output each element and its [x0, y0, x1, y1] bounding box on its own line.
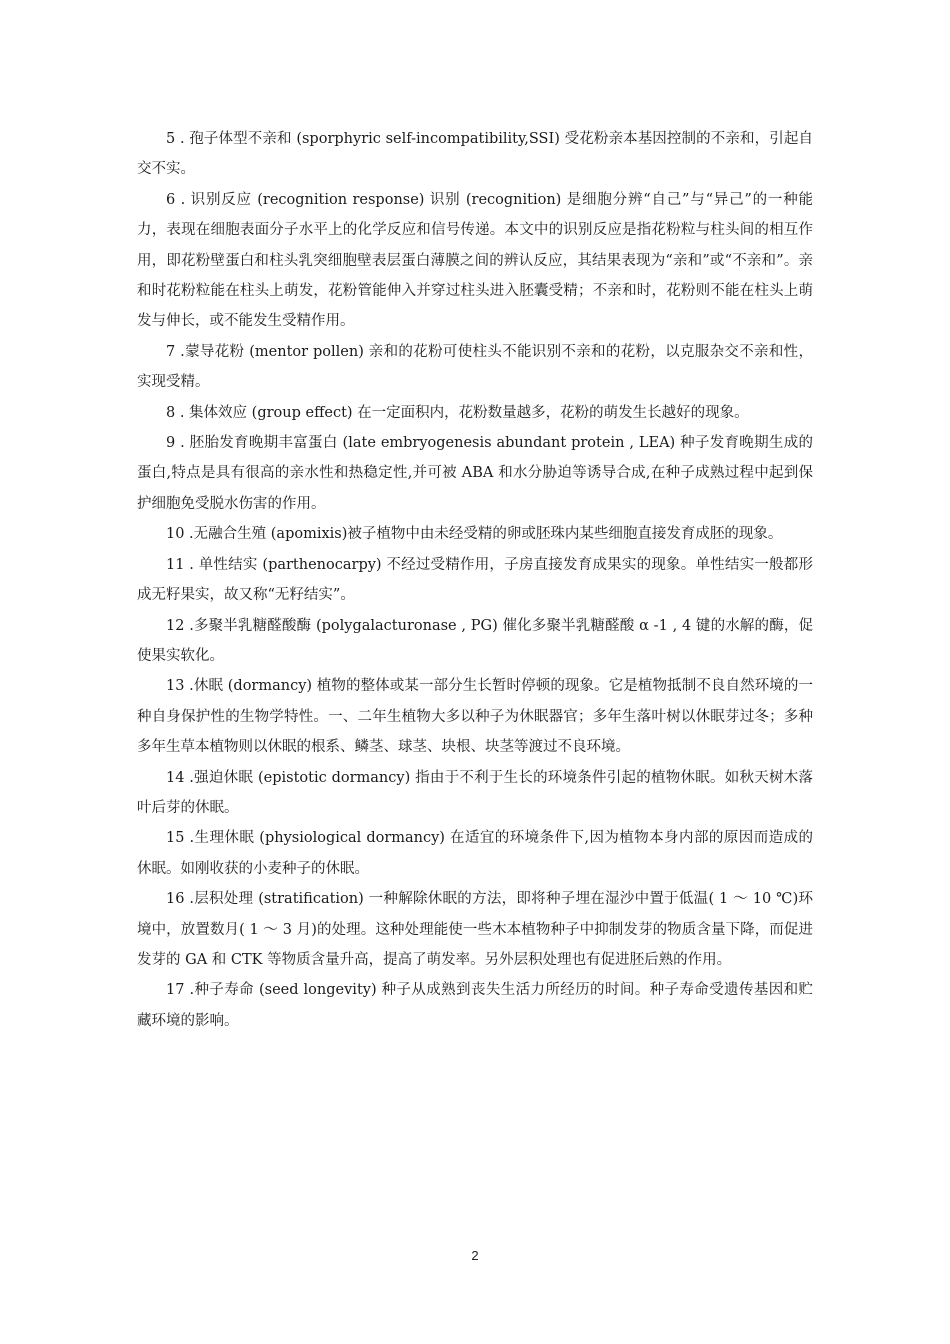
- document-body: [137, 124, 813, 1036]
- glossary-entry-9: 9 . 胚胎发育晚期丰富蛋白 (late embryogenesis abundant protein , LEA) 种子发育晚期生成的蛋白,特点是具有很高的亲水性和热稳定性,并可被 ABA 和水分胁迫等诱导合成,在种子成熟过程中起到保护细胞免受脱水伤害的作用。: [137, 435, 813, 512]
- glossary-entry-16: 16 .层积处理 (stratification) 一种解除休眠的方法，即将种子埋在湿沙中置于低温( 1 ～ 10 ℃)环境中，放置数月( 1 ～ 3 月)的处理。这种处理能使一些木本植物种子中抑制发芽的物质含量下降，而促进发芽的 GA 和 CTK 等物质含量升高，提高了萌发率。另外层积处理也有促进胚后熟的作用。: [137, 891, 813, 968]
- glossary-entry-15: 15 .生理休眠 (physiological dormancy) 在适宜的环境条件下,因为植物本身内部的原因而造成的休眠。如刚收获的小麦种子的休眠。: [137, 830, 813, 877]
- glossary-entry-11: 11 . 单性结实 (parthenocarpy) 不经过受精作用，子房直接发育成果实的现象。单性结实一般都形成无籽果实，故又称“无籽结实”。: [137, 556, 813, 604]
- glossary-entry-10: 10 .无融合生殖 (apomixis)被子植物中由未经受精的卵或胚珠内某些细胞直接发育成胚的现象。: [166, 526, 783, 543]
- glossary-entry-6: 6 . 识别反应 (recognition response) 识别 (recognition) 是细胞分辨“自己”与“异己”的一种能力，表现在细胞表面分子水平上的化学反应和信号传递。本文中的识别反应是指花粉粒与柱头间的相互作用，即花粉壁蛋白和柱头乳突细胞壁表层蛋白薄膜之间的辨认反应，其结果表现为“亲和”或“不亲和”。亲和时花粉粒能在柱头上萌发，花粉管能伸入并穿过柱头进入胚囊受精；不亲和时，花粉则不能在柱头上萌发与伸长，或不能发生受精作用。: [137, 191, 813, 330]
- glossary-entry-5: 5 . 孢子体型不亲和 (sporphyric self-incompatibility,SSI) 受花粉亲本基因控制的不亲和，引起自交不实。: [137, 131, 813, 178]
- glossary-entry-7: 7 .蒙导花粉 (mentor pollen) 亲和的花粉可使柱头不能识别不亲和的花粉，以克服杂交不亲和性，实现受精。: [137, 343, 813, 391]
- glossary-entry-8: 8 . 集体效应 (group effect) 在一定面积内，花粉数量越多，花粉的萌发生长越好的现象。: [166, 404, 749, 421]
- page-number: 2: [471, 1248, 479, 1263]
- glossary-entry-12: 12 .多聚半乳糖醛酸酶 (polygalacturonase , PG) 催化多聚半乳糖醛酸 α -1 , 4 键的水解的酶，促使果实软化。: [137, 617, 813, 664]
- glossary-entry-13: 13 .休眠 (dormancy) 植物的整体或某一部分生长暂时停顿的现象。它是植物抵制不良自然环境的一种自身保护性的生物学特性。一、二年生植物大多以种子为休眠器官；多年生落叶树以休眠芽过冬；多种多年生草本植物则以休眠的根系、鳞茎、球茎、块根、块茎等渡过不良环境。: [137, 678, 813, 756]
- glossary-entry-17: 17 .种子寿命 (seed longevity) 种子从成熟到丧失生活力所经历的时间。种子寿命受遗传基因和贮藏环境的影响。: [137, 982, 813, 1029]
- glossary-entry-14: 14 .强迫休眠 (epistotic dormancy) 指由于不利于生长的环境条件引起的植物休眠。如秋天树木落叶后芽的休眠。: [137, 769, 813, 816]
